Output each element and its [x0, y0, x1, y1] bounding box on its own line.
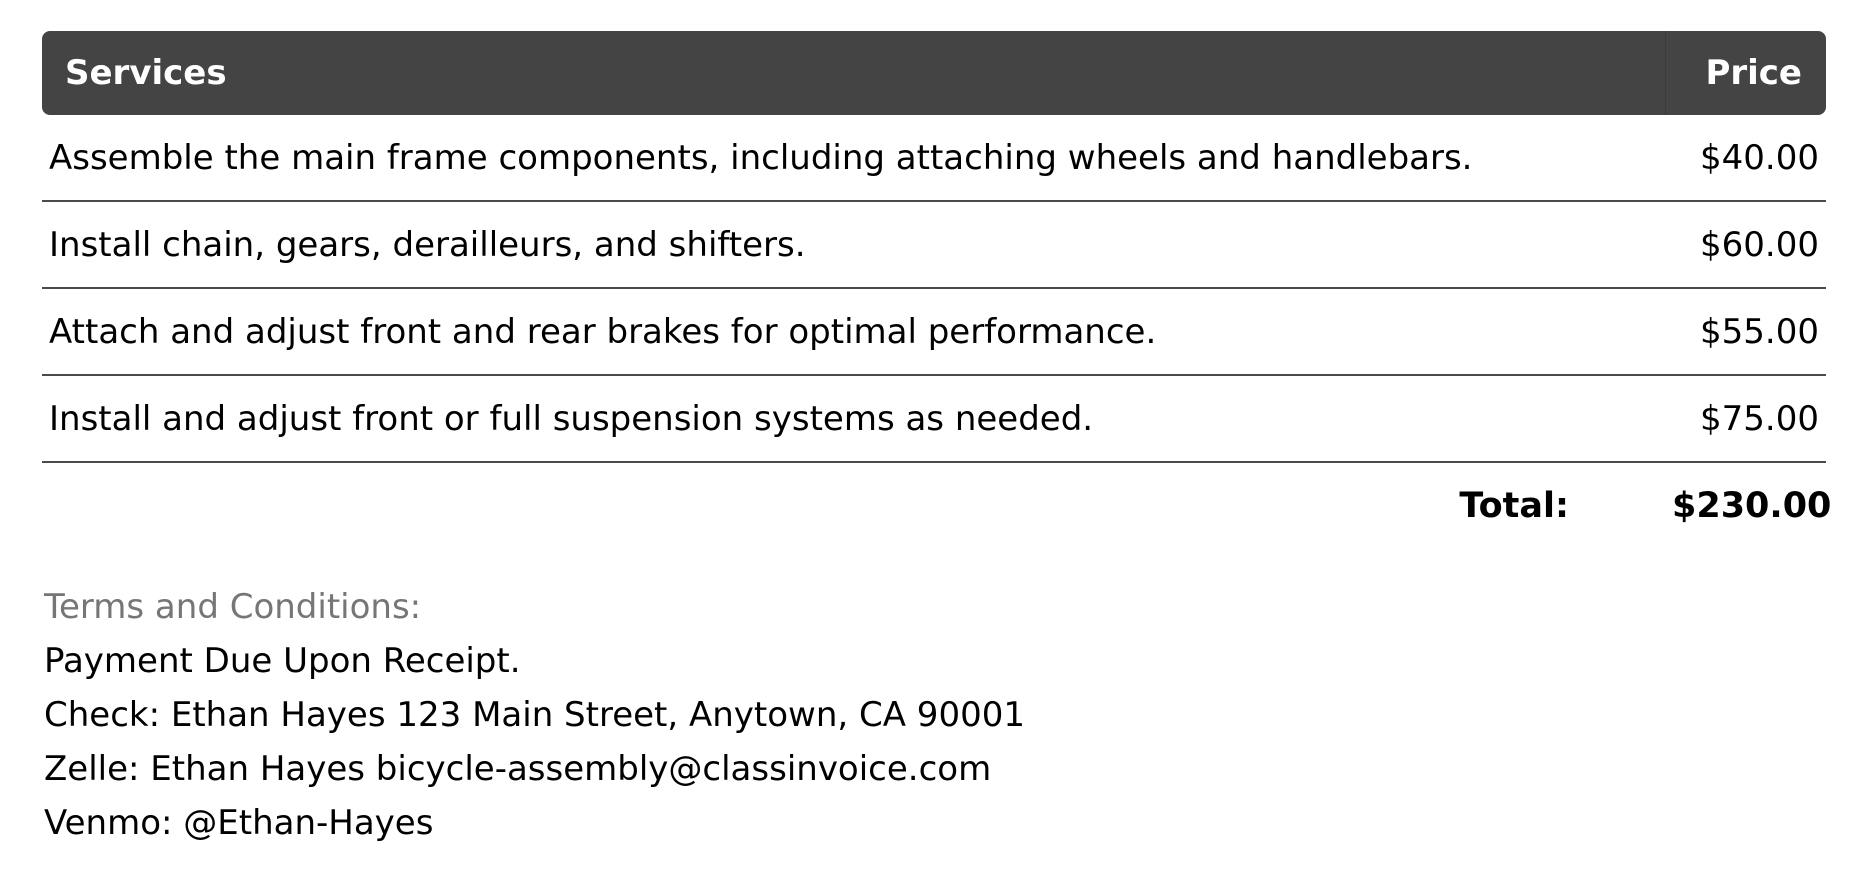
payment-due-line: Payment Due Upon Receipt. [44, 641, 521, 681]
table-row [42, 288, 1826, 375]
service-price: $55.00 [1665, 288, 1826, 375]
service-price: $40.00 [1665, 115, 1826, 201]
service-description: Install and adjust front or full suspension systems as needed. [42, 375, 1665, 462]
service-description: Assemble the main frame components, including attaching wheels and handlebars. [42, 115, 1665, 201]
terms-section [44, 580, 1244, 850]
terms-heading: Terms and Conditions: [44, 587, 422, 627]
table-header-row [42, 31, 1826, 115]
table-row [42, 201, 1826, 288]
service-description: Install chain, gears, derailleurs, and shifters. [42, 201, 1665, 288]
service-price: $75.00 [1665, 375, 1826, 462]
check-payment-line: Check: Ethan Hayes 123 Main Street, Anytown, CA 90001 [44, 695, 1025, 735]
table-row [42, 375, 1826, 462]
venmo-payment-line: Venmo: @Ethan-Hayes [44, 803, 434, 843]
services-column-header: Services [42, 31, 1665, 115]
zelle-payment-line: Zelle: Ethan Hayes bicycle-assembly@classinvoice.com [44, 749, 992, 789]
total-label: Total: [1459, 486, 1569, 526]
service-description: Attach and adjust front and rear brakes for optimal performance. [42, 288, 1665, 375]
table-row [42, 115, 1826, 201]
price-column-header: Price [1665, 31, 1826, 115]
service-price: $60.00 [1665, 201, 1826, 288]
total-value: $230.00 [1672, 486, 1832, 526]
services-table [42, 31, 1832, 549]
total-row [42, 462, 1826, 549]
